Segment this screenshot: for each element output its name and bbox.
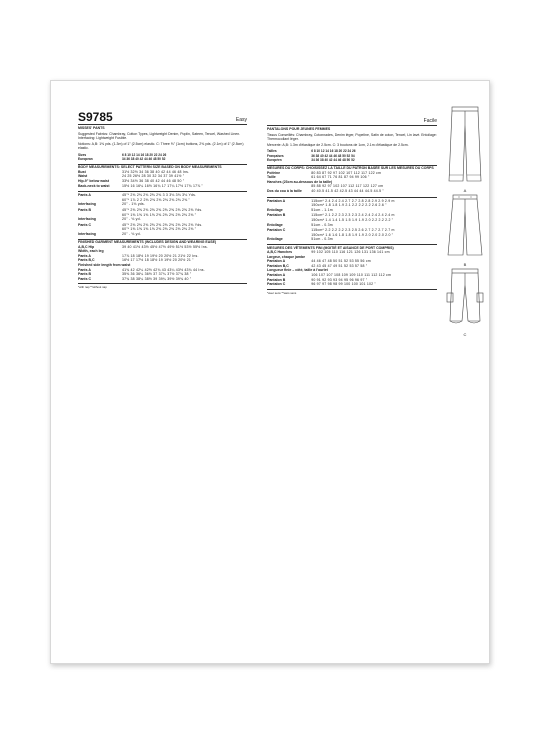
row-label: Entoilage <box>267 237 283 242</box>
row-values: 15½ 16 16¼ 16½ 16¾ 17 17¼ 17½ 17¾ 17⅞ " <box>121 183 203 188</box>
notions-text: Notions: A,B: 1⅜ yds. (1.3m) of 1" (2.5cm) elastic. C: Three ⅝" (1cm) buttons, 2⅜ yds. (2.1m) of 1" (2.5cm) elastic. <box>78 141 244 151</box>
table-row <box>267 282 437 287</box>
row-label: Width, each leg <box>78 249 104 254</box>
row-values: 16½ 17 17½ 18 18½ 19 19½ 20 20½ 21 " <box>121 258 194 263</box>
row-label: Interfacing <box>78 232 96 236</box>
body-measurements-title-fr: MESURES DU CORPS: CHOISISSEZ LA TAILLE DU PATRON BASÉE SUR LES MESURES DU CORPS <box>267 165 437 171</box>
pattern-number: S9785 <box>78 110 113 124</box>
row-values: 24 25 26½ 28 30 32 34 37 39 41½ " <box>121 174 185 179</box>
table-row <box>78 232 247 237</box>
sizes-values: 6 8 10 12 14 16 18 20 22 24 26 <box>311 149 356 154</box>
row-values: 51cm - 0.3m <box>311 237 333 242</box>
notions-text-fr: Mercerie: A,B: 1.3m d'élastique de 2.5cm. C: 3 boutons de 1cm, 2.1m d'élastique de 2.5cm. <box>267 142 409 147</box>
row-label: Pants C <box>78 222 92 227</box>
european-row <box>267 158 437 162</box>
row-label: Pantalon C <box>267 282 286 287</box>
table-row <box>78 184 247 189</box>
row-values: 17⅞ 18 18½ 19 19½ 20 20½ 21 21½ 22 Ins. <box>121 253 199 258</box>
french-header <box>267 111 437 126</box>
row-label: Pantalon B <box>267 277 286 282</box>
row-label: Pants B <box>78 272 92 277</box>
row-values: 150cm* 1.4 1.4 1.5 1.5 1.9 1.9 2.0 2.2 2.2 2.2 " <box>311 218 394 223</box>
row-values: 150cm* 1.6 1.6 1.8 1.8 1.9 1.9 2.0 2.0 2.0 2.0 " <box>311 232 394 237</box>
row-values: 99 102 105 110 116 121 126 131 136 141 cm <box>311 250 390 255</box>
row-label: Poitrine <box>267 170 281 175</box>
table-row <box>267 189 437 194</box>
garment-title: MISSES' PANTS <box>78 126 105 130</box>
garment-title-fr: PANTALONS POUR JEUNES FEMMES <box>267 127 331 131</box>
european-label: Européen <box>267 158 282 163</box>
english-header <box>78 111 247 125</box>
side-length-label: Finished side length from waist <box>78 263 131 268</box>
pattern-envelope-back <box>50 80 490 664</box>
row-values: 115cm* 2.2 2.2 2.2 2.3 2.5 2.6 2.7 2.7 2.7 2.7 m <box>311 228 395 233</box>
row-label: Entoilage <box>267 207 283 212</box>
row-label: Pantalon A <box>267 259 286 264</box>
row-label: Pantalon A <box>267 198 286 203</box>
european-values: 34 36 38 40 42 44 46 48 50 52 <box>121 157 166 162</box>
pants-a-sketch <box>445 105 485 183</box>
row-label: Pants A <box>78 253 91 258</box>
row-label: Pants C <box>78 276 92 281</box>
table-row <box>78 277 247 282</box>
table-row <box>267 223 437 228</box>
row-label: Pants B <box>78 208 92 213</box>
size-table <box>78 153 247 162</box>
row-values: 60"* 1⅝ 1⅝ 1⅝ 1⅝ 2⅜ 2⅜ 2⅜ 2⅜ 2⅜ 2⅜ " <box>121 212 197 217</box>
row-values: 45"* 2⅜ 2⅜ 2⅜ 2⅜ 2⅜ 3 3 3⅛ 3⅛ 3⅛ Yds. <box>121 193 197 198</box>
row-values: 60"* 1⅝ 1⅝ 1⅝ 1⅝ 2⅜ 2⅜ 2⅜ 2⅜ 2⅜ 2⅜ " <box>121 227 197 232</box>
row-values: 115cm* 2.1 2.2 2.3 2.3 2.3 2.4 2.4 2.4 2.4 2.4 m <box>311 213 395 218</box>
fabrics-text: Suggested Fabrics: Chambray, Cotton Types, Lightweight Denim, Poplin, Sateen, Tencel, Washed Linen. Interfacing: Lightweight Fusible. <box>78 131 241 141</box>
european-label: European <box>78 157 93 162</box>
row-label: Pantalon B,C <box>267 263 289 268</box>
row-label: Pants A <box>78 267 91 272</box>
row-values: 45"* 2⅜ 2⅜ 2⅜ 2⅜ 2⅜ 2⅜ 2⅜ 2⅜ 2⅜ 2⅜ Yds. <box>121 222 203 227</box>
figure-label-a: A <box>463 188 467 193</box>
row-label: Hip-9" below waist <box>78 179 110 184</box>
row-values: 44 46 47 48 50 51 52 53 55 56 cm <box>311 259 371 264</box>
body-measurements-title: BODY MEASUREMENTS: SELECT PATTERN SIZE BASED ON BODY MEASUREMENTS <box>78 164 247 170</box>
size-table-fr <box>267 149 437 162</box>
row-values: 51cm - 0.3m <box>311 222 333 227</box>
finished-measurements-title: FINISHED GARMENT MEASUREMENTS (INCLUDES DESIGN AND WEARING EASE) <box>78 239 247 245</box>
row-values: 61 64 67 71 76 81 87 94 99 106 " <box>311 175 370 180</box>
footnote-fr: *avec sens **sans sens <box>267 289 437 296</box>
row-values: 51cm - 1.1m <box>311 207 333 212</box>
row-values: 35⅜ 36 36¼ 36½ 37 37¼ 37½ 37¾ 38 " <box>121 272 192 277</box>
row-label: Back-neck to waist <box>78 183 110 188</box>
row-values: 60"* 1⅞ 2 2 2⅜ 2⅜ 2⅜ 2⅜ 2⅜ 2⅜ 2⅜ " <box>121 197 190 202</box>
sizes-label: Sizes <box>78 152 87 157</box>
row-values: 20" - ⅛ yd. <box>121 232 141 236</box>
row-label: Dos du cou à la taille <box>267 189 302 194</box>
table-row <box>78 217 247 222</box>
french-column <box>267 111 437 295</box>
side-length-label-fr: Longueur finie – côté, taille à l'ourlet <box>267 268 328 273</box>
row-label: Entoilage <box>267 222 283 227</box>
sizes-label: Tailles <box>267 149 277 154</box>
difficulty-label: Easy <box>235 117 247 123</box>
european-values: 34 36 38 40 42 44 46 48 50 52 <box>311 158 355 163</box>
row-label: Bust <box>78 169 86 174</box>
difficulty-label-fr: Facile <box>423 118 437 124</box>
row-label: A,B,C Hanches <box>267 250 293 255</box>
row-label: A,B,C Hip <box>78 244 95 249</box>
figure-label-c: C <box>463 332 467 337</box>
technical-drawings <box>445 105 485 337</box>
table-row <box>78 202 247 207</box>
fabrics-text-fr: Tissus Conseillés: Chambray, Cotonnades, Denim léger, Popeline, Satin de coton, Tencel, Lin lavé. Entoilage: Thermocollant léger. <box>267 132 437 142</box>
row-values: 115cm* 2.4 2.4 2.4 2.7 2.7 2.8 2.8 2.9 2.9 2.9 m <box>311 198 395 203</box>
row-values: 96 97 97 98 98 99 100 100 101 102 " <box>311 282 376 287</box>
row-values: 150cm* 1.8 1.8 1.9 2.1 2.2 2.2 2.2 2.6 2.6 " <box>311 203 387 208</box>
row-label: Hanches (23cm au-dessous de la taille) <box>267 179 333 184</box>
row-values: 106 107 107 108 109 109 110 111 112 112 cm <box>311 273 392 278</box>
row-label: Pants A <box>78 193 91 198</box>
row-label: Pantalon A <box>267 273 286 278</box>
row-values: 45"* 2⅝ 2⅝ 2⅝ 2⅝ 2⅝ 2⅝ 2⅝ 2⅝ 2⅝ 2⅝ Yds. <box>121 208 203 213</box>
pants-c-sketch <box>445 267 485 327</box>
french-label: Françaises <box>267 153 284 158</box>
sizes-values: 6 8 10 12 14 16 18 20 22 24 26 <box>121 152 167 157</box>
european-row <box>78 157 247 161</box>
row-values: 40 40.5 41.5 42 42.5 43 44 44 44.5 44.5 " <box>311 189 384 194</box>
yardage-chart <box>78 191 247 236</box>
row-label: Pantalon B <box>267 213 286 218</box>
row-values: 80 83 87 92 97 102 107 112 117 122 cm <box>311 170 382 175</box>
row-values: 39 40 41½ 43½ 45½ 47½ 49½ 51½ 53½ 55½ Ins. <box>121 244 208 249</box>
table-row <box>267 208 437 213</box>
row-values: 41¾ 42 42¼ 42½ 42¾ 43 43¼ 43½ 43¾ 44 Ins. <box>121 267 205 272</box>
row-label: Interfacing <box>78 202 96 207</box>
row-label: Interfacing <box>78 217 96 222</box>
row-values: 33½ 34½ 36 38 40 42 44 46 48 50 " <box>121 179 185 184</box>
yardage-chart-fr <box>267 197 437 242</box>
row-values: 20" - ⅛ yd. <box>121 217 141 222</box>
english-column <box>78 111 247 290</box>
body-rows <box>78 170 247 188</box>
row-label: Waist <box>78 174 88 179</box>
row-label: Largeur, chaque jambe <box>267 254 306 259</box>
row-values: 20" - 1⅛ yds. <box>121 202 146 207</box>
pants-b-sketch <box>445 193 485 257</box>
row-values: 85 88 92 97 102 107 112 117 122 127 cm <box>311 184 384 189</box>
row-values: 31½ 32½ 34 36 38 40 42 44 46 48 Ins. <box>121 169 190 174</box>
footnote: *with nap **without nap <box>78 283 247 290</box>
row-values: 90 91 92 93 93 94 95 96 96 97 " <box>311 277 368 282</box>
row-values: 42 43 45 47 49 51 52 53 57 58 " <box>311 263 368 268</box>
row-label: Pantalon C <box>267 228 286 233</box>
finished-measurements-title-fr: MESURES DES VÊTEMENTS FINI (MOITIÉ ET AISANCE DE PORT COMPRIS) <box>267 244 437 250</box>
row-values: 37¾ 38 38¼ 38½ 39 39¼ 39½ 39¾ 40 " <box>121 276 192 281</box>
french-values: 36 38 40 42 44 46 48 50 52 54 <box>311 153 355 158</box>
figure-label-b: B <box>463 262 467 267</box>
row-label: Pants B,C <box>78 258 95 263</box>
row-label: Taille <box>267 175 276 180</box>
table-row <box>267 237 437 242</box>
